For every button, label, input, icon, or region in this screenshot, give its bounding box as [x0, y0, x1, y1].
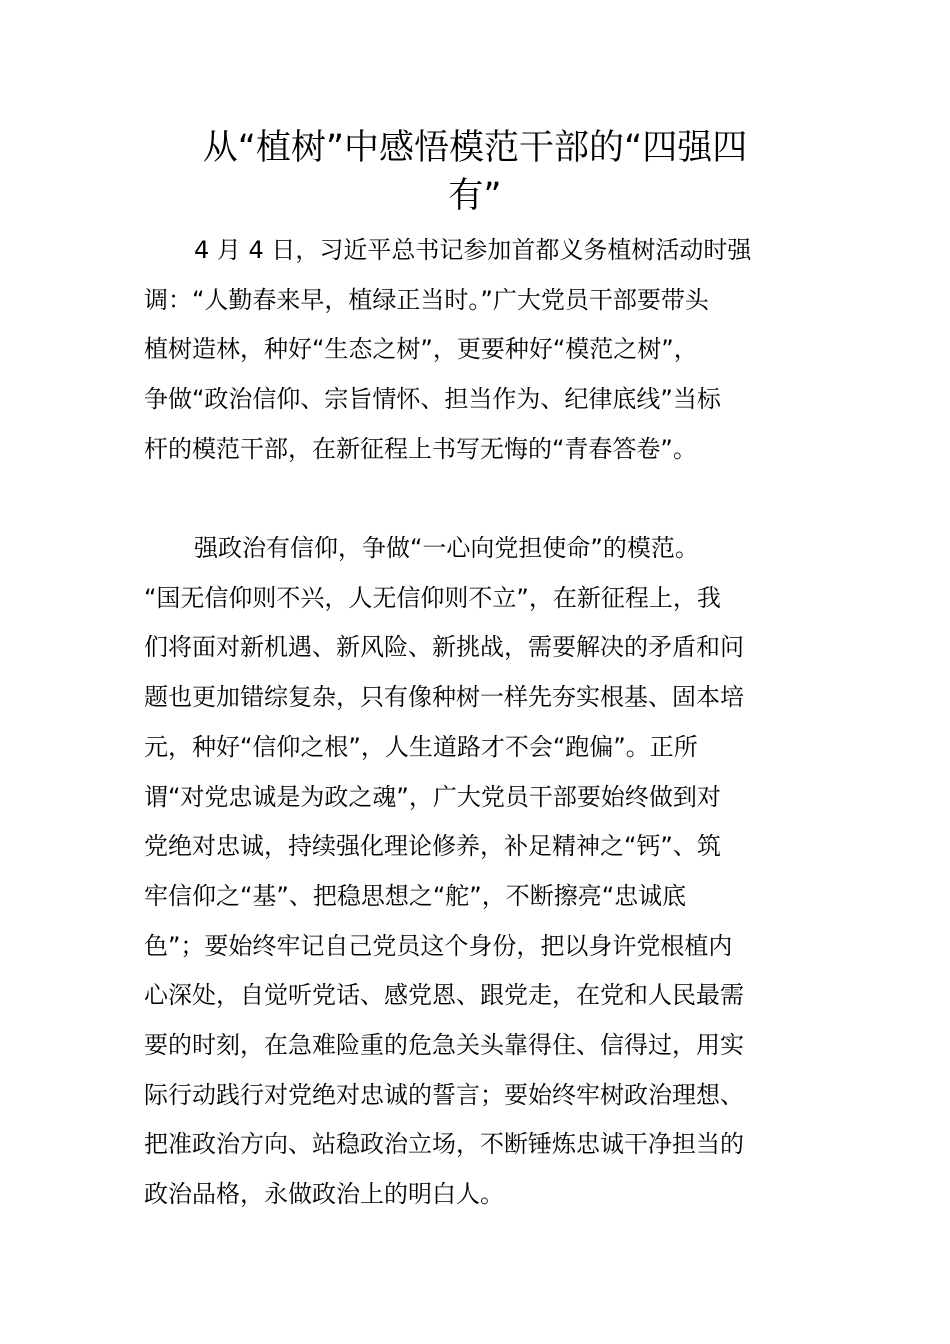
paragraph-line: 心深处，自觉听党话、感党恩、跟党走，在党和人民最需 [144, 981, 744, 1010]
paragraph-line: 们将面对新机遇、新风险、新挑战，需要解决的矛盾和问 [144, 633, 744, 662]
paragraph-line: 际行动践行对党绝对忠诚的誓言；要始终牢树政治理想、 [144, 1080, 744, 1109]
paragraph-line: 牢信仰之“基”、把稳思想之“舵”，不断擦亮“忠诚底 [144, 881, 687, 910]
paragraph-intro [144, 226, 808, 475]
paragraph-line: 党绝对忠诚，持续强化理论修养，补足精神之“钙”、筑 [144, 832, 721, 861]
paragraph-line: 题也更加错综复杂，只有像种树一样先夯实根基、固本培 [144, 683, 744, 712]
paragraph-line: 把准政治方向、站稳政治立场，不断锤炼忠诚干净担当的 [144, 1130, 744, 1159]
paragraph-political-faith [144, 524, 808, 1220]
paragraph-line: “国无信仰则不兴，人无信仰则不立”，在新征程上，我 [144, 583, 721, 612]
paragraph-line: 要的时刻，在急难险重的危急关头靠得住、信得过，用实 [144, 1031, 744, 1060]
paragraph-line: 调：“人勤春来早，植绿正当时。”广大党员干部要带头 [144, 285, 709, 314]
paragraph-line: 4 月 4 日，习近平总书记参加首都义务植树活动时强 [194, 236, 752, 264]
paragraph-line: 政治品格，永做政治上的明白人。 [144, 1180, 504, 1209]
paragraph-line: 植树造林，种好“生态之树”，更要种好“模范之树”， [144, 335, 698, 364]
paragraph-line: 元，种好“信仰之根”，人生道路才不会“跑偏”。正所 [144, 732, 698, 761]
title-line: 从“植树”中感悟模范干部的“四强四 [202, 128, 748, 168]
paragraph-line: 色”；要始终牢记自己党员这个身份，把以身许党根植内 [144, 931, 733, 960]
paragraph-line: 强政治有信仰，争做“一心向党担使命”的模范。 [194, 534, 699, 562]
paragraph-line: 杆的模范干部，在新征程上书写无悔的“青春答卷”。 [144, 434, 697, 463]
paragraph-line: 争做“政治信仰、宗旨情怀、担当作为、纪律底线”当标 [144, 385, 721, 414]
document-title [140, 124, 810, 220]
paragraph-line: 谓“对党忠诚是为政之魂”，广大党员干部要始终做到对 [144, 782, 721, 811]
title-line: 有” [448, 176, 502, 216]
